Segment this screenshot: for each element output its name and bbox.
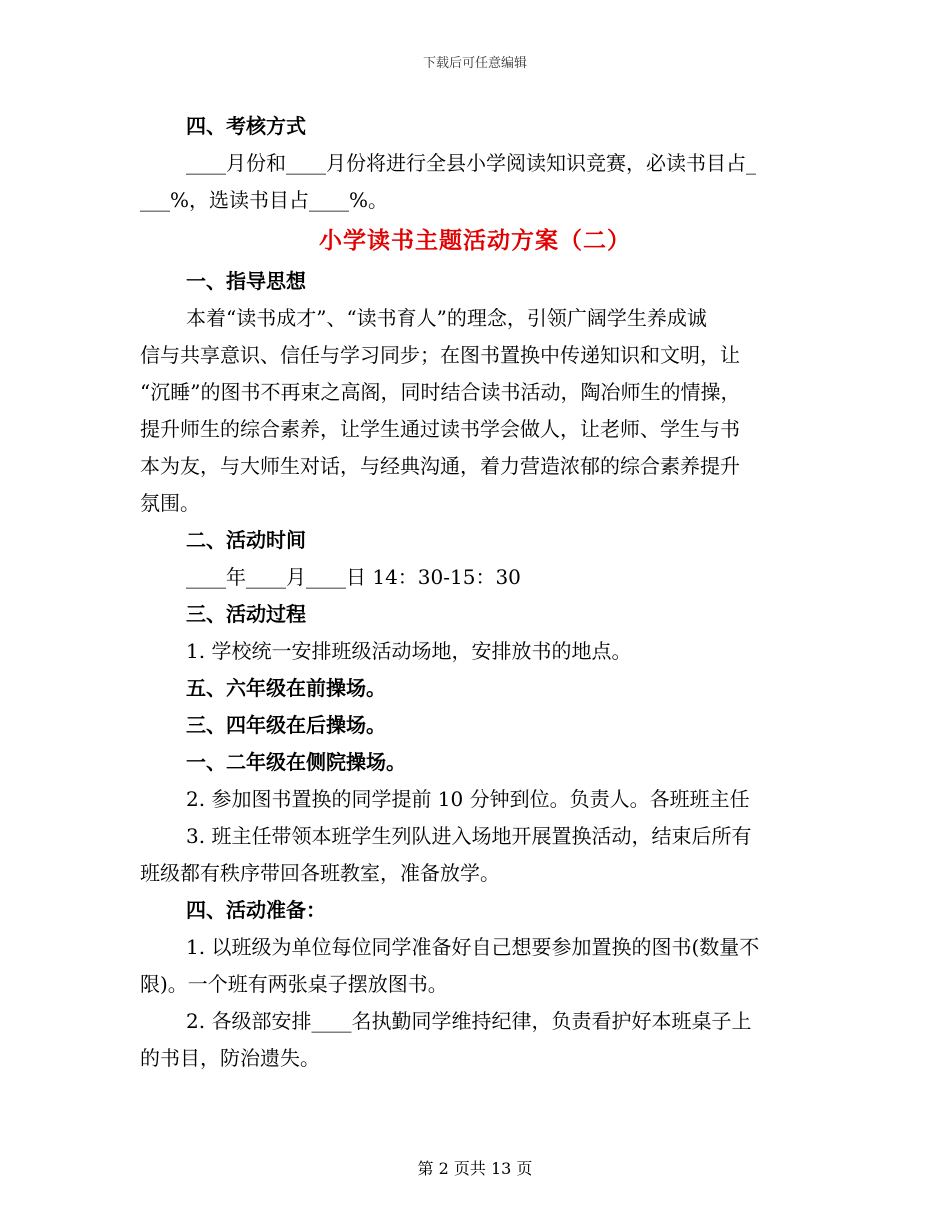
page-footer: 第 2 页共 13 页 <box>417 1159 533 1178</box>
prep-item-1-line-1: 1. 以班级为单位每位同学准备好自己想要参加置换的图书(数量不 <box>186 935 760 959</box>
assessment-line-2: ___%，选读书目占____%。 <box>140 188 389 212</box>
prep-item-2-line-1: 2. 各级部安排____名执勤同学维持纪律，负责看护好本班桌子上 <box>186 1009 752 1033</box>
paragraph-line: 氛围。 <box>140 491 200 515</box>
section-heading-activity-time: 二、活动时间 <box>186 528 306 552</box>
guiding-thought-paragraph <box>140 300 810 522</box>
paragraph-line: 本为友，与大师生对话，与经典沟通，着力营造浓郁的综合素养提升 <box>140 454 740 478</box>
process-step-1: 1. 学校统一安排班级活动场地，安排放书的地点。 <box>186 639 632 663</box>
process-step-2: 2. 参加图书置换的同学提前 10 分钟到位。负责人。各班班主任 <box>186 787 750 811</box>
activity-time-value: ____年____月____日 14：30-15：30 <box>186 565 521 589</box>
grade-location-1: 五、六年级在前操场。 <box>186 676 386 700</box>
paragraph-line: 信与共享意识、信任与学习同步；在图书置换中传递知识和文明，让 <box>140 343 740 367</box>
section-heading-guiding-thought: 一、指导思想 <box>186 269 306 293</box>
document-title: 小学读书主题活动方案（二） <box>319 227 631 254</box>
page-header: 下载后可任意编辑 <box>422 56 527 71</box>
section-heading-preparation: 四、活动准备： <box>186 898 326 922</box>
document-body <box>140 108 810 1077</box>
prep-item-2-line-2: 的书目，防治遗失。 <box>140 1046 320 1070</box>
grade-location-2: 三、四年级在后操场。 <box>186 713 386 737</box>
section-heading-activity-process: 三、活动过程 <box>186 602 306 626</box>
process-step-3-line-1: 3. 班主任带领本班学生列队进入场地开展置换活动，结束后所有 <box>186 824 752 848</box>
prep-item-1-line-2: 限)。一个班有两张桌子摆放图书。 <box>140 972 448 996</box>
section-heading-assessment: 四、考核方式 <box>186 114 306 138</box>
paragraph-line: 本着“读书成才”、“读书育人”的理念，引领广阔学生养成诚 <box>186 306 707 330</box>
process-step-3-line-2: 班级都有秩序带回各班教室，准备放学。 <box>140 861 500 885</box>
paragraph-line: 提升师生的综合素养，让学生通过读书学会做人，让老师、学生与书 <box>140 417 740 441</box>
paragraph-line: “沉睡”的图书不再束之高阁，同时结合读书活动，陶冶师生的情操， <box>140 380 741 404</box>
assessment-line-1: ____月份和____月份将进行全县小学阅读知识竞赛，必读书目占_ <box>186 151 756 175</box>
grade-location-3: 一、二年级在侧院操场。 <box>186 750 406 774</box>
